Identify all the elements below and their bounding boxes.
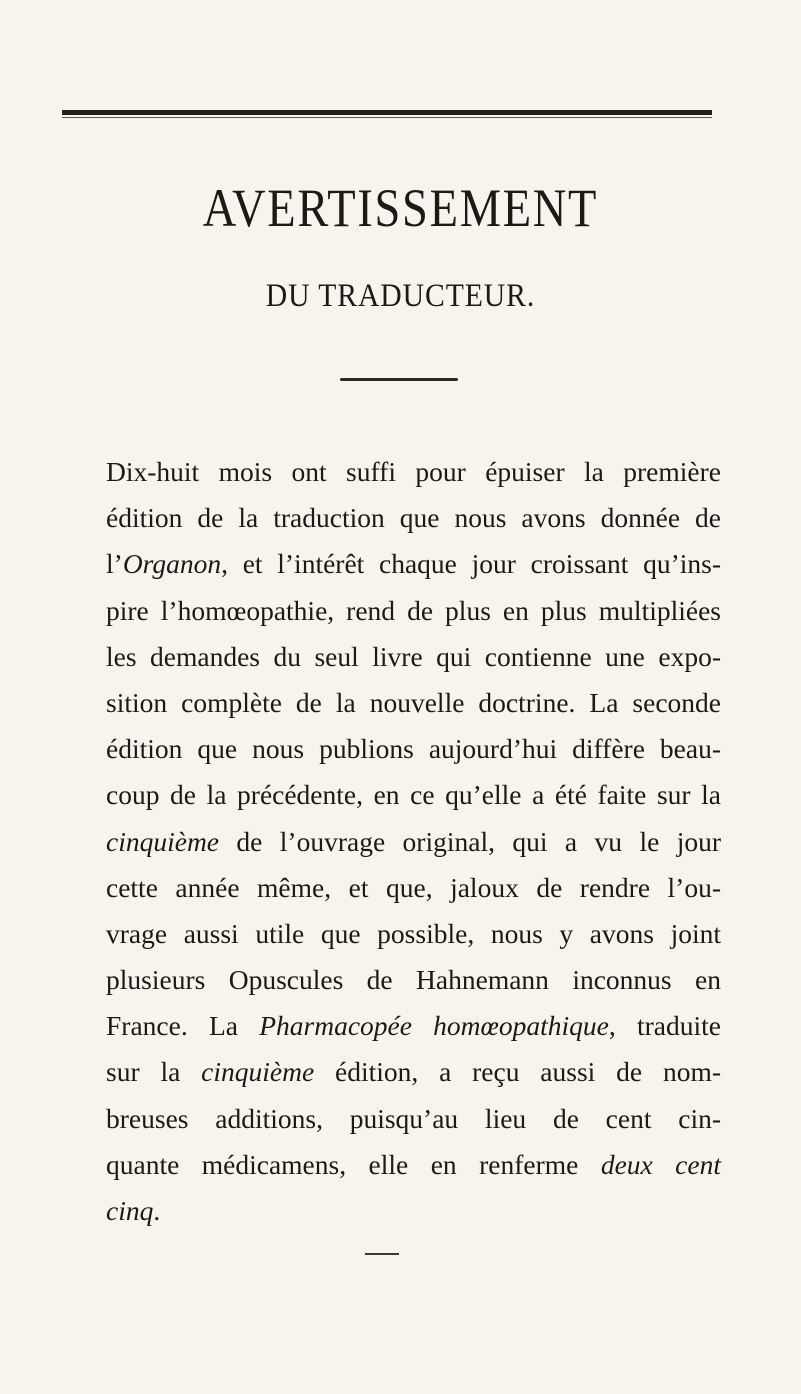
text-segment: sition complète de la nouvelle doctrine. La seconde bbox=[106, 686, 721, 718]
italic-segment: cinquième bbox=[106, 825, 220, 857]
text-segment: pire l’homœopathie, rend de plus en plus multipliées bbox=[106, 594, 721, 626]
section-divider bbox=[340, 378, 458, 381]
text-segment: l’ bbox=[106, 548, 123, 580]
text-line bbox=[106, 729, 721, 775]
italic-segment: Organon bbox=[122, 548, 222, 580]
body-paragraph bbox=[106, 452, 721, 1237]
text-segment: sur la bbox=[106, 1056, 202, 1088]
text-line bbox=[106, 1145, 721, 1191]
text-segment: coup de la précédente, en ce qu’elle a été faite sur la bbox=[106, 779, 721, 811]
text-segment: quante médicamens, elle en renferme bbox=[106, 1148, 601, 1180]
italic-segment: cinq bbox=[106, 1195, 154, 1226]
text-segment: , et l’intérêt chaque jour croissant qu’ins- bbox=[221, 548, 721, 580]
top-double-rule bbox=[62, 110, 712, 115]
text-line bbox=[106, 822, 721, 868]
text-segment: édition de la traduction que nous avons donnée de bbox=[106, 502, 721, 534]
text-line bbox=[106, 775, 721, 821]
text-line bbox=[106, 683, 721, 729]
text-segment: France. La bbox=[106, 1010, 260, 1042]
italic-segment: cinquième bbox=[201, 1056, 315, 1088]
text-line bbox=[106, 1006, 721, 1052]
page-title: AVERTISSEMENT bbox=[202, 178, 599, 238]
italic-segment: deux cent bbox=[600, 1148, 721, 1180]
page-subtitle: DU TRADUCTEUR. bbox=[265, 278, 536, 314]
text-segment: breuses additions, puisqu’au lieu de cent cin- bbox=[106, 1102, 721, 1134]
text-segment: vrage aussi utile que possible, nous y avons joint bbox=[106, 917, 721, 949]
text-line bbox=[106, 960, 721, 1006]
text-line bbox=[106, 637, 721, 683]
italic-segment: Pharmacopée homœopathique bbox=[259, 1010, 609, 1042]
text-line bbox=[106, 868, 721, 914]
text-line bbox=[106, 498, 721, 544]
text-line bbox=[106, 1052, 721, 1098]
text-segment: de l’ouvrage original, qui a vu le jour bbox=[219, 825, 721, 857]
text-line bbox=[106, 591, 721, 637]
text-segment: Dix-huit mois ont suffi pour épuiser la première bbox=[106, 456, 721, 487]
text-line bbox=[106, 1099, 721, 1145]
text-segment: , traduite bbox=[608, 1010, 721, 1042]
text-segment: cette année même, et que, jaloux de rendre l’ou- bbox=[106, 871, 721, 903]
text-line bbox=[106, 452, 721, 498]
text-segment: édition, a reçu aussi de nom- bbox=[314, 1056, 721, 1088]
text-segment: . bbox=[153, 1195, 161, 1226]
text-segment: les demandes du seul livre qui contienne une expo- bbox=[106, 640, 721, 672]
end-ornament bbox=[365, 1253, 399, 1255]
text-segment: plusieurs Opuscules de Hahnemann inconnus en bbox=[106, 964, 721, 996]
text-line bbox=[106, 914, 721, 960]
text-line bbox=[106, 544, 721, 590]
text-line bbox=[106, 1191, 721, 1237]
text-segment: édition que nous publions aujourd’hui diffère beau- bbox=[106, 733, 721, 765]
